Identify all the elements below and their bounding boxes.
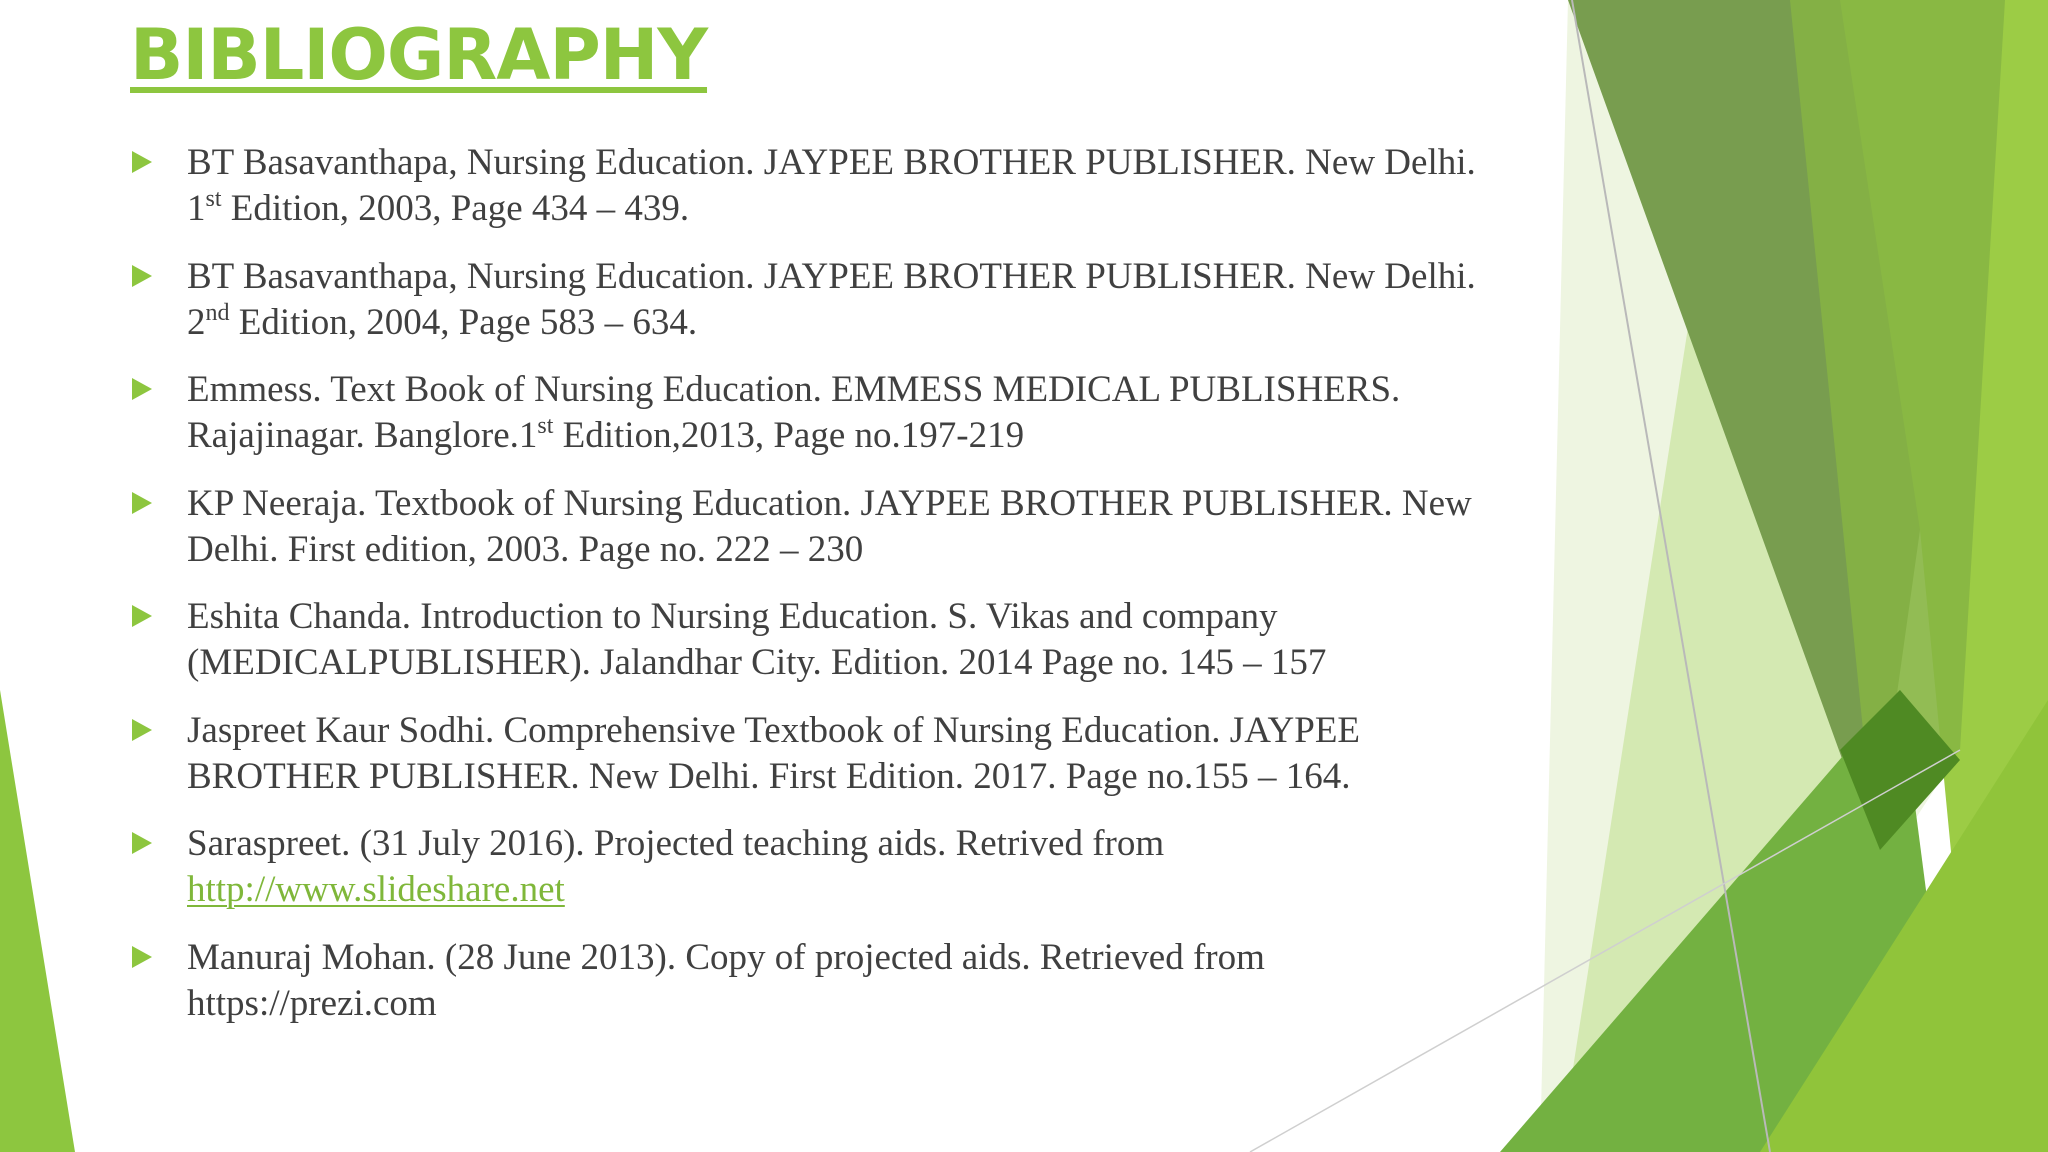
entry-line: Eshita Chanda. Introduction to Nursing Education. S. Vikas and company bbox=[187, 596, 1278, 637]
slide-title: BIBLIOGRAPHY bbox=[130, 14, 708, 96]
triangle-bullet-icon bbox=[132, 605, 152, 627]
triangle-bullet-icon bbox=[132, 265, 152, 287]
triangle-bullet-icon bbox=[132, 719, 152, 741]
bibliography-entry-7 bbox=[130, 821, 1550, 935]
entry-text: Edition,2013, Page no.197-219 bbox=[553, 415, 1025, 456]
ordinal-suffix: nd bbox=[205, 299, 230, 326]
entry-text: Rajajinagar. Banglore.1 bbox=[187, 415, 538, 456]
entry-line bbox=[187, 867, 1550, 913]
entry-line bbox=[187, 413, 1550, 459]
entry-text: Edition, 2003, Page 434 – 439. bbox=[221, 188, 690, 229]
triangle-bullet-icon bbox=[132, 832, 152, 854]
triangle-bullet-icon bbox=[132, 378, 152, 400]
entry-line: Saraspreet. (31 July 2016). Projected teaching aids. Retrived from bbox=[187, 823, 1165, 864]
bibliography-list bbox=[130, 140, 1550, 1048]
entry-line bbox=[187, 186, 1550, 232]
slideshare-link[interactable]: http://www.slideshare.net bbox=[187, 869, 565, 910]
bibliography-entry-1 bbox=[130, 140, 1550, 254]
left-green-sliver bbox=[0, 690, 75, 1152]
entry-line: https://prezi.com bbox=[187, 982, 437, 1024]
entry-line: BROTHER PUBLISHER. New Delhi. First Edition. 2017. Page no.155 – 164. bbox=[187, 755, 1351, 797]
triangle-bullet-icon bbox=[132, 151, 152, 173]
entry-line: Manuraj Mohan. (28 June 2013). Copy of projected aids. Retrieved from bbox=[187, 936, 1265, 978]
bibliography-entry-3 bbox=[130, 367, 1550, 481]
bibliography-entry-8 bbox=[130, 935, 1550, 1049]
entry-line: BT Basavanthapa, Nursing Education. JAYPEE BROTHER PUBLISHER. New Delhi. bbox=[187, 255, 1476, 297]
bibliography-entry-4 bbox=[130, 481, 1550, 595]
triangle-bullet-icon bbox=[132, 946, 152, 968]
ordinal-suffix: st bbox=[537, 413, 554, 439]
entry-line: (MEDICALPUBLISHER). Jalandhar City. Edition. 2014 Page no. 145 – 157 bbox=[187, 642, 1327, 683]
entry-line: Emmess. Text Book of Nursing Education. EMMESS MEDICAL PUBLISHERS. bbox=[187, 369, 1401, 410]
entry-line: KP Neeraja. Textbook of Nursing Education. JAYPEE BROTHER PUBLISHER. New bbox=[187, 482, 1472, 524]
bibliography-entry-5 bbox=[130, 594, 1550, 708]
entry-text: Edition, 2004, Page 583 – 634. bbox=[229, 301, 698, 343]
entry-line: Delhi. First edition, 2003. Page no. 222 – 230 bbox=[187, 528, 864, 570]
entry-line bbox=[187, 300, 1550, 346]
bibliography-entry-6 bbox=[130, 708, 1550, 822]
entry-text: 2 bbox=[187, 301, 206, 343]
entry-line: BT Basavanthapa, Nursing Education. JAYPEE BROTHER PUBLISHER. New Delhi. bbox=[187, 142, 1476, 183]
triangle-bullet-icon bbox=[132, 492, 152, 514]
bibliography-entry-2 bbox=[130, 254, 1550, 368]
entry-line: Jaspreet Kaur Sodhi. Comprehensive Textbook of Nursing Education. JAYPEE bbox=[187, 709, 1361, 751]
ordinal-suffix: st bbox=[205, 186, 222, 212]
entry-text: 1 bbox=[187, 188, 206, 229]
